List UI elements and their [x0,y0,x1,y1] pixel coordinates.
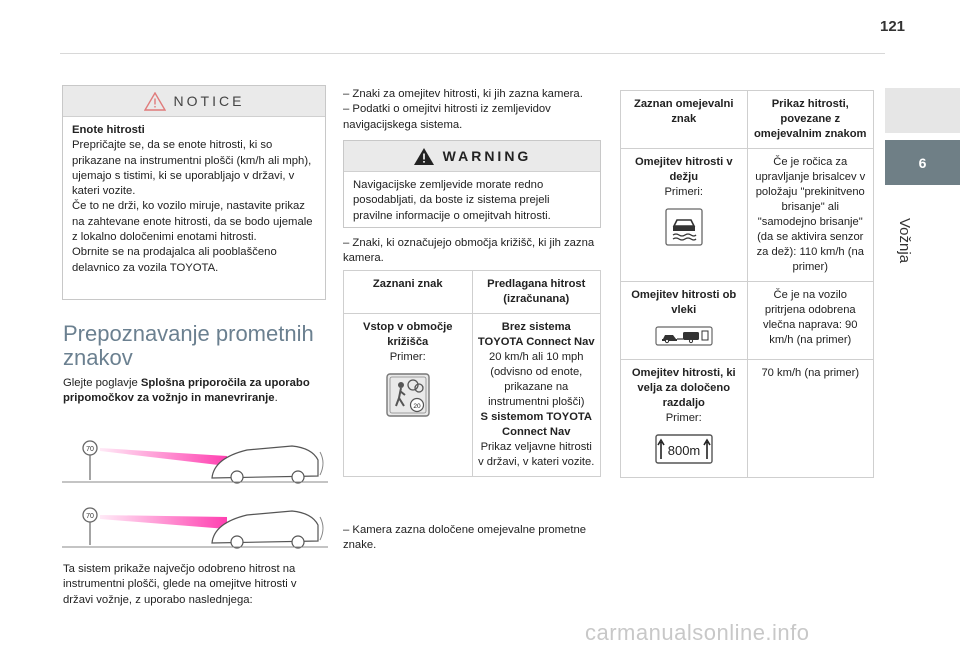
section-intro [63,376,325,407]
chapter-label: Vožnja [896,218,913,264]
distance-sign-text: 800m [667,443,701,458]
section-title: Prepoznavanje prometnih znakov [63,321,314,370]
table-header-row [344,271,601,314]
bullet-map-data: – Podatki o omejitvi hitrosti iz zemljevidov navigacijskega sistema. [343,103,551,131]
notice-line-2: Če to ne drži, ko vozilo miruje, nastavite prikaz na zahtevane enote hitrosti, da se bodo ujemale z lokalno določenimi enotami hitrosti. [72,200,313,244]
intersection-example: Primer: [389,351,426,363]
table-row [621,149,874,282]
notice-body [63,117,325,282]
warning-box [343,140,601,228]
table-row [621,360,874,478]
distance-speed-cell: 70 km/h (na primer) [747,360,874,478]
towing-sign [655,326,713,351]
col-restrictive-sign: Zaznan omejevalni znak [621,91,748,149]
rain-sign [665,208,703,251]
distance-800m-icon [655,434,713,464]
distance-sign [655,434,713,469]
table-row [621,282,874,360]
warning-text: Navigacijske zemljevide morate redno posodabljati, da boste iz sistema prejeli pravilne informacije o omejitvah hitrosti. [353,179,551,222]
with-nav-text: Prikaz veljavne hitrosti v državi, v kateri vozite. [478,441,595,468]
table-header-row [621,91,874,149]
without-nav-text: 20 km/h ali 10 mph (odvisno od enote, prikazane na instrumentni plošči) [488,351,585,408]
notice-box [62,85,326,300]
with-nav-label: S sistemom TOYOTA Connect Nav [480,411,592,438]
notice-header [63,86,325,117]
distance-label: Omejitev hitrosti, ki velja za določeno razdaljo [631,367,736,409]
warning-triangle-icon [413,147,435,166]
system-description: Ta sistem prikaže največjo odobreno hitrost na instrumentni plošči, glede na omejitve hitrosti v državi vožnje, z uporabo naslednjega: [63,563,297,606]
towing-sign-cell [621,282,748,360]
camera-illustration-2 [62,495,328,550]
intersection-zone-icon [386,373,430,417]
notice-heading: Enote hitrosti [72,124,145,136]
intro-bold-link[interactable]: Splošna priporočila za uporabo pripomočkov za vožnjo in manevriranje [63,377,310,405]
middle-bullets-top [343,87,605,133]
car-sign-illustration-2 [62,495,328,550]
towing-label: Omejitev hitrosti ob vleki [631,289,737,316]
warning-triangle-icon [144,92,166,111]
speed-sign-70-a: 70 [86,446,94,453]
without-nav-label: Brez sistema TOYOTA Connect Nav [477,321,595,348]
page-number: 121 [880,18,906,35]
warning-title: WARNING [442,148,532,164]
rain-speed-cell: Če je ročica za upravljanje brisalcev v položaju "prekinitveno brisanje" ali "samodejno brisanje" (da se aktivira senzor za dež): 110 km/h (na primer) [747,149,874,282]
col-detected-sign: Zaznani znak [344,271,473,314]
rain-sign-cell [621,149,748,282]
distance-example: Primer: [665,412,702,424]
car-sign-illustration [62,430,328,485]
bullet-intersection: – Znaki, ki označujejo območja križišč, ki jih zazna kamera. [343,237,595,265]
intersection-sign [386,373,430,422]
notice-title: NOTICE [173,93,245,109]
suggested-speed-cell [472,314,601,477]
chapter-tab-previous [885,88,960,133]
rain-car-icon [665,208,703,246]
rain-label: Omejitev hitrosti v dežju [634,156,733,183]
notice-line-3: Obrnite se na prodajalca ali pooblaščeno delavnico za vozila TOYOTA. [72,246,277,274]
chapter-tab-current[interactable]: 6 [885,140,960,185]
rain-example: Primeri: [664,186,704,198]
intro-prefix: Glejte poglavje [63,377,141,389]
towing-speed-cell: Če je na vozilo pritrjena odobrena vlečna naprava: 90 km/h (na primer) [747,282,874,360]
intersection-table [343,270,601,477]
warning-header [344,141,600,172]
table-row [344,314,601,477]
distance-sign-cell [621,360,748,478]
col-speed-display: Prikaz hitrosti, povezane z omejevalnim znakom [747,91,874,149]
intersection-sign-cell [344,314,473,477]
speed-sign-70-b: 70 [86,513,94,520]
watermark: carmanualsonline.info [585,620,810,645]
intersection-label: Vstop v območje križišča [362,321,453,348]
intro-suffix: . [274,392,278,405]
intersection-speed-value: 20 [413,403,421,410]
bullet-camera-signs: – Znaki za omejitev hitrosti, ki jih zazna kamera. [343,88,583,100]
car-trailer-icon [655,326,713,346]
restriction-table [620,90,874,478]
bullet-restrictive-signs: – Kamera zazna določene omejevalne prometne znake. [343,524,587,552]
header-rule [60,53,885,54]
camera-illustration-1 [62,430,328,485]
notice-line-1: Prepričajte se, da se enote hitrosti, ki so prikazane na instrumentni plošči (km/h ali mph), ujemajo s tistimi, ki se uporabljajo v državi, v kateri vozite. [72,139,312,198]
col-suggested-speed: Predlagana hitrost (izračunana) [472,271,601,314]
